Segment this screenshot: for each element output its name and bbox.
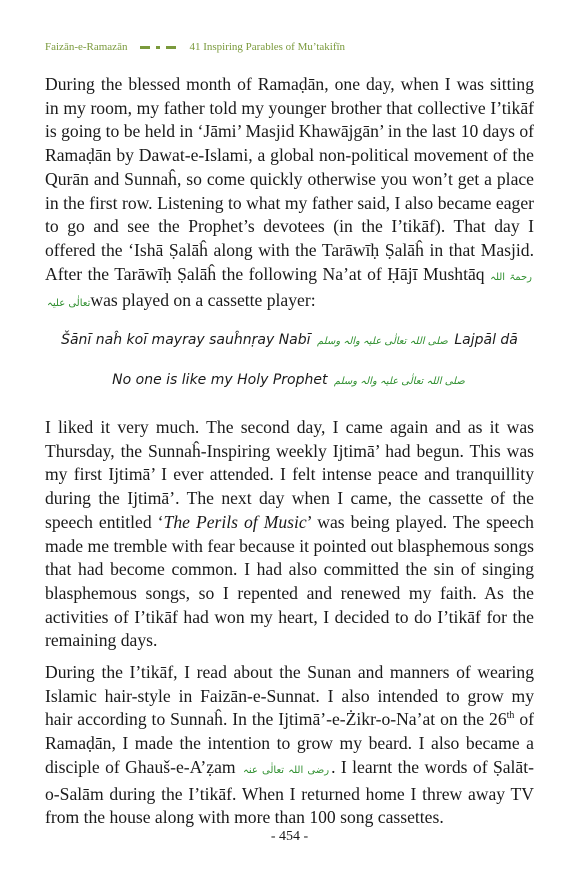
chapter-title: 41 Inspiring Parables of Mu’takifīn [189, 41, 346, 53]
verse-line-1-b: Lajpāl dā [454, 332, 518, 349]
paragraph-3-text-b: of Ramaḍān, I made the intention to grow my beard. I also became a disciple of Ghauš-e-A’ẓam [45, 709, 534, 777]
header-separator [137, 46, 179, 49]
honorific-salutation: صلی اللہ تعالٰی علیہ والہ وسلم [316, 336, 448, 348]
honorific-rahmatullah: رحمۃ اللہ تعالٰی علیہ [47, 271, 532, 310]
verse-line-2-a: No one is like my Holy Prophet [112, 372, 328, 389]
paragraph-3-text-a: During the I’tikāf, I read about the Sunan and manners of wearing Islamic hair-style in Faizān-e-Sunnat. I also intended to grow my hair according to Sunnaĥ. In the Ijtimā’-e-Żikr-o-Na’at on the 26 [45, 662, 534, 730]
verse-line-2 [45, 370, 534, 392]
book-title: Faizān-e-Ramazān [45, 41, 128, 53]
ordinal-superscript: th [506, 710, 515, 722]
page-number: - 454 - [270, 829, 309, 844]
paragraph-2-text-b: ’ was being played. The speech made me tremble with fear because it pointed out blasphemous songs that had become common. I had also committed the sin of singing blasphemous songs, so I repented and renewed my faith. As the activities of I’tikāf had won my heart, I decided to do I’tikāf for the remaining days. [45, 511, 534, 651]
honorific-salutation: صلی اللہ تعالٰی علیہ والہ وسلم [333, 376, 465, 388]
verse-line-1-a: Šānī naĥ koī mayray sauĥnṛay Nabī [61, 332, 311, 349]
paragraph-1 [45, 73, 534, 316]
paragraph-2-text-a: I liked it very much. The second day, I came again and as it was Thursday, the Sunnaĥ-Inspiring weekly Ijtimā’ had begun. This was my first Ijtimā’ I ever attended. I felt intense peace and tranquillity during the Ijtimā’. The next day when I came, the cassette of the speech entitled ‘ [45, 417, 534, 532]
paragraph-3 [45, 661, 534, 830]
page-body [45, 73, 534, 838]
paragraph-3-text-c: . I learnt the words of Ṣalāt-o-Salām during the I’tikāf. When I returned home I threw away TV from the house along with more than 100 song cassettes. [45, 756, 534, 828]
verse-line-1 [45, 330, 534, 352]
running-header [45, 40, 345, 54]
paragraph-1-text-b: was played on a cassette player: [90, 290, 316, 311]
honorific-radiallahu: رضی اللہ تعالٰی عنہ [243, 764, 330, 776]
paragraph-1-text-a: During the blessed month of Ramaḍān, one day, when I was sitting in my room, my father told my younger brother that collective I’tikāf is going to be held in ‘Jāmi’ Masjid Khawājgān’ in the last 10 days of Ramaḍān by Dawat-e-Islami, a global non-political movement of the Qurān and Sunnaĥ, so come quickly otherwise you won’t get a place in the first row. Listening to what my father said, I also became eager to go and see the Prophet’s devotees (in the I’tikāf). That day I offered the ‘Ishā Ṣalāĥ along with the Tarāwīḥ Ṣalāĥ in that Masjid. After the Tarāwīḥ Ṣalāĥ the following Na’at of Ḥājī Mushtāq [45, 74, 534, 284]
paragraph-2 [45, 416, 534, 653]
speech-title: The Perils of Music [163, 511, 307, 532]
